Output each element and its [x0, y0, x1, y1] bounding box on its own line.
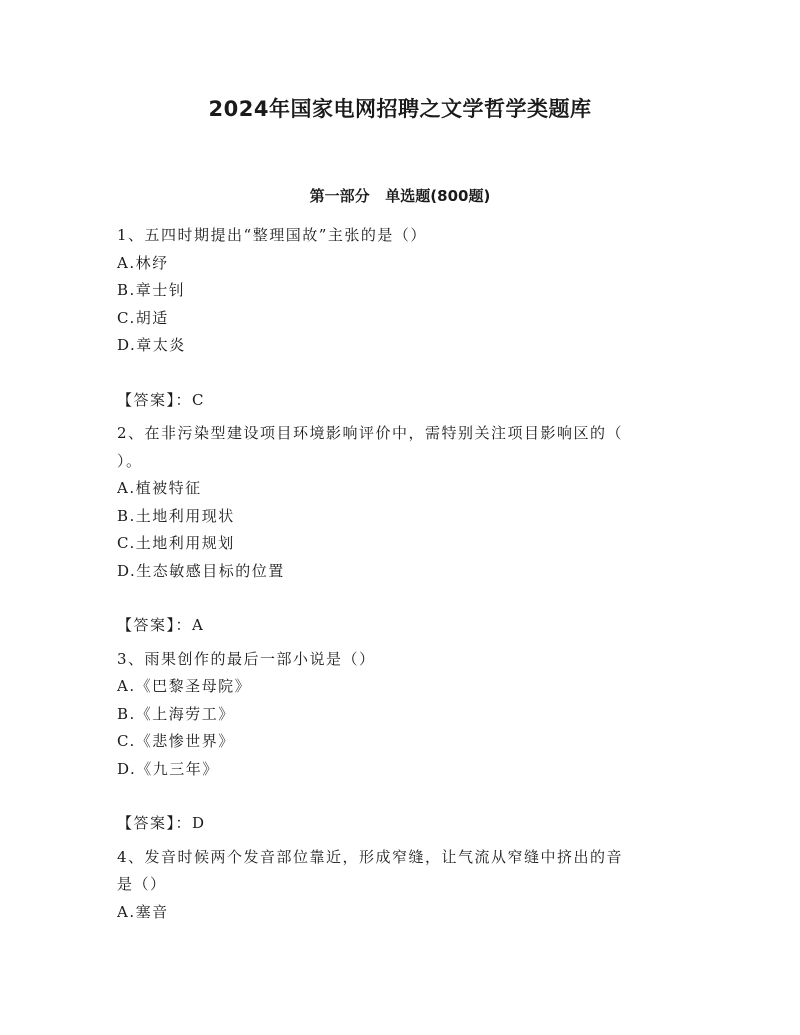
section-title: 第一部分 单选题(800题) [309, 187, 491, 205]
question-stem: 1、五四时期提出“整理国故”主张的是（） [117, 226, 427, 244]
option-c: C.《悲惨世界》 [117, 732, 235, 750]
document-title: 2024年国家电网招聘之文学哲学类题库 [208, 97, 592, 121]
answer: 【答案】：A [117, 616, 205, 634]
question-3 [117, 646, 687, 838]
option-b: B.《上海劳工》 [117, 704, 235, 723]
answer: 【答案】：D [117, 814, 206, 832]
option-b: B.土地利用现状 [117, 506, 235, 525]
question-list [117, 222, 687, 926]
question-4 [117, 844, 687, 927]
option-c: C.胡适 [117, 308, 169, 327]
option-a: A.《巴黎圣母院》 [117, 677, 252, 695]
option-b: B.章士钊 [117, 281, 186, 299]
option-a: A.塞音 [117, 902, 169, 921]
question-2 [117, 420, 687, 640]
option-d: D.章太炎 [117, 336, 186, 354]
answer: 【答案】：C [117, 390, 205, 409]
option-a: A.植被特征 [117, 479, 202, 497]
question-stem-continued: ）。 [117, 451, 143, 470]
question-stem: 3、雨果创作的最后一部小说是（） [117, 649, 376, 668]
question-stem-continued: 是（） [117, 875, 167, 893]
option-d: D.生态敏感目标的位置 [117, 561, 285, 580]
option-d: D.《九三年》 [117, 759, 219, 778]
option-a: A.林纾 [117, 253, 169, 272]
question-1 [117, 222, 687, 414]
question-stem: 2、在非污染型建设项目环境影响评价中，需特别关注项目影响区的（ [117, 424, 624, 442]
question-stem: 4、发音时候两个发音部位靠近，形成窄缝，让气流从窄缝中挤出的音 [117, 847, 624, 866]
option-c: C.土地利用规划 [117, 534, 235, 552]
